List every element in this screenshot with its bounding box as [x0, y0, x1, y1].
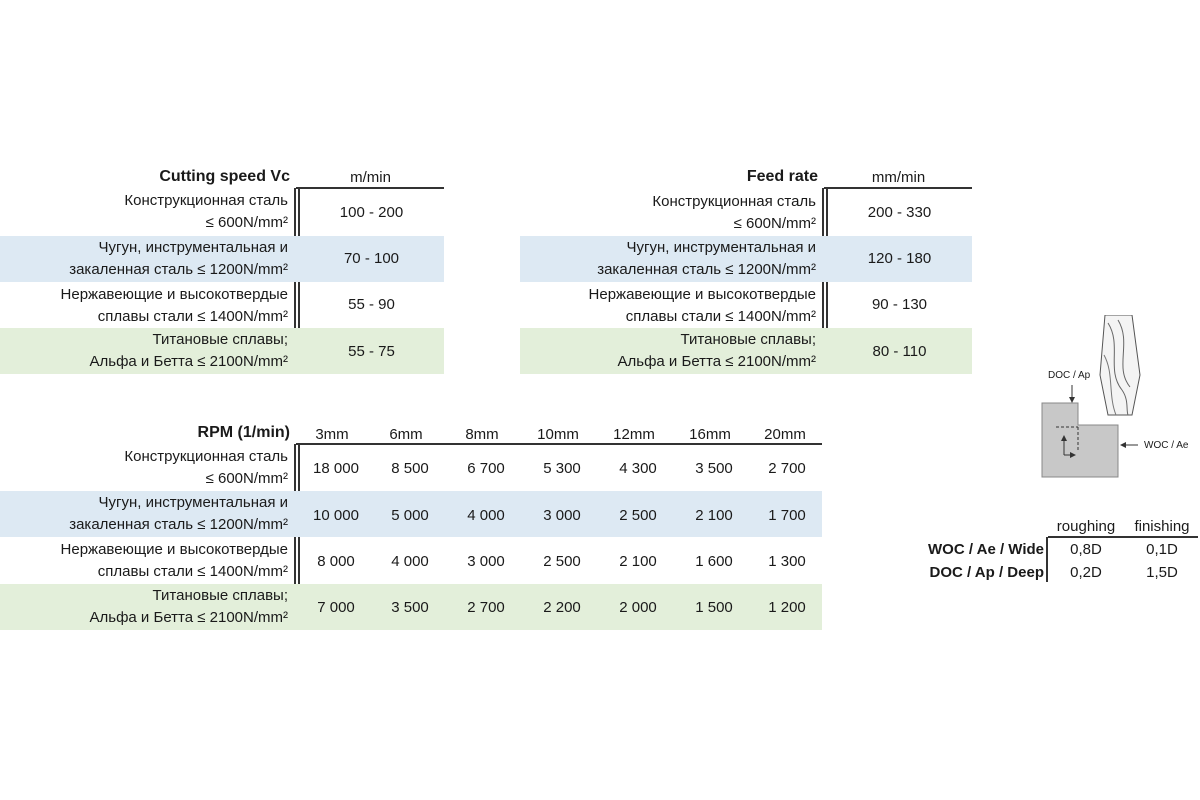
cs-value: 100 - 200: [339, 204, 404, 221]
material-label: Титановые сплавы;: [152, 331, 288, 348]
rpm-cell: 5 000: [391, 506, 429, 524]
rpm-cell: 1 700: [768, 506, 806, 524]
cs-row-4: [0, 329, 294, 373]
fr-value: 80 - 110: [872, 343, 927, 360]
material-limit: закаленная сталь ≤ 1200N/mm²: [69, 516, 288, 533]
rpm-cell: 4 300: [619, 459, 657, 477]
rpm-header-rule: [296, 443, 822, 445]
material-label: Нержавеющие и высокотвердые: [60, 541, 288, 558]
feed-rate-header-rule: [824, 187, 972, 189]
rpm-cell: 2 100: [619, 552, 657, 570]
material-limit: Альфа и Бетта ≤ 2100N/mm²: [89, 609, 288, 626]
rpm-cell: 1 500: [695, 598, 733, 616]
material-limit: Альфа и Бетта ≤ 2100N/mm²: [89, 353, 288, 370]
arrow-down-icon: [1069, 397, 1075, 403]
cut-params-rule: [1048, 536, 1198, 538]
feed-rate-unit: mm/min: [871, 169, 926, 186]
material-label: Титановые сплавы;: [152, 587, 288, 604]
fr-value: 90 - 130: [871, 296, 928, 313]
woc-finishing: 0,1D: [1146, 541, 1178, 558]
cutting-speed-unit: m/min: [350, 169, 391, 186]
material-limit: сплавы стали ≤ 1400N/mm²: [625, 308, 816, 325]
diameter-header: 12mm: [613, 425, 655, 443]
roughing-header: roughing: [1056, 518, 1116, 535]
fr-row-4: [522, 329, 822, 373]
rpm-cell: 2 500: [543, 552, 581, 570]
rpm-cell: 6 700: [467, 459, 505, 477]
rpm-row-2-label: [0, 492, 294, 536]
diameter-header: 20mm: [764, 425, 806, 443]
material-label: Нержавеющие и высокотвердые: [588, 286, 816, 303]
rpm-cell: 3 500: [695, 459, 733, 477]
finishing-header: finishing: [1134, 518, 1190, 535]
material-label: Конструкционная сталь: [652, 193, 816, 210]
material-label: Чугун, инструментальная и: [98, 494, 288, 511]
fr-row-2: [522, 237, 822, 281]
feed-rate-title: Feed rate: [746, 168, 818, 185]
doc-label: DOC / Ap: [1048, 370, 1091, 381]
rpm-cell: 2 100: [695, 506, 733, 524]
material-limit: сплавы стали ≤ 1400N/mm²: [97, 563, 288, 580]
tool-body: [1100, 315, 1140, 415]
rpm-cell: 1 200: [768, 598, 806, 616]
arrow-left-icon: [1120, 442, 1126, 448]
rpm-row-4-label: [0, 585, 294, 629]
rpm-cell: 2 700: [768, 459, 806, 477]
rpm-cell: 2 500: [619, 506, 657, 524]
woc-row-label: WOC / Ae / Wide: [928, 541, 1044, 558]
material-label: Чугун, инструментальная и: [98, 239, 288, 256]
cs-value: 55 - 90: [348, 296, 395, 313]
rpm-cell: 2 000: [619, 598, 657, 616]
material-label: Конструкционная сталь: [124, 192, 288, 209]
rpm-cell: 8 500: [391, 459, 429, 477]
cs-row-2: [0, 237, 294, 281]
rpm-cell: 8 000: [317, 552, 355, 570]
cs-row-3: [0, 284, 294, 328]
rpm-diameter-header: [296, 425, 822, 443]
rpm-cell: 3 000: [467, 552, 505, 570]
cutting-speed-header-rule: [296, 187, 444, 189]
diameter-header: 6mm: [389, 425, 423, 443]
end-mill-diagram: [1030, 315, 1200, 485]
rpm-cell: 4 000: [391, 552, 429, 570]
rpm-cell: 2 200: [543, 598, 581, 616]
rpm-row: [300, 597, 822, 617]
material-label: Чугун, инструментальная и: [626, 239, 816, 256]
rpm-title: RPM (1/min): [197, 424, 290, 441]
rpm-cell: 3 500: [391, 598, 429, 616]
material-limit: Альфа и Бетта ≤ 2100N/mm²: [617, 353, 816, 370]
cs-value: 70 - 100: [343, 250, 400, 267]
rpm-row: [300, 551, 822, 571]
rpm-cell: 18 000: [313, 459, 359, 477]
rpm-cell: 3 000: [543, 506, 581, 524]
cs-row-1: [0, 190, 294, 235]
rpm-cell: 7 000: [317, 598, 355, 616]
cutting-speed-title: Cutting speed Vc: [159, 168, 290, 185]
rpm-cell: 1 300: [768, 552, 806, 570]
rpm-cell: 5 300: [543, 459, 581, 477]
material-limit: сплавы стали ≤ 1400N/mm²: [97, 308, 288, 325]
rpm-row: [300, 505, 822, 525]
material-limit: закаленная сталь ≤ 1200N/mm²: [69, 261, 288, 278]
woc-roughing: 0,8D: [1070, 541, 1102, 558]
cs-value: 55 - 75: [348, 343, 395, 360]
material-limit: закаленная сталь ≤ 1200N/mm²: [597, 261, 816, 278]
material-label: Нержавеющие и высокотвердые: [60, 286, 288, 303]
end-mill-drawing: [1030, 315, 1200, 485]
doc-row-label: DOC / Ap / Deep: [929, 564, 1044, 581]
diameter-header: 10mm: [537, 425, 579, 443]
material-limit: ≤ 600N/mm²: [205, 214, 288, 231]
rpm-cell: 2 700: [467, 598, 505, 616]
rpm-cell: 10 000: [313, 506, 359, 524]
fr-row-3: [522, 284, 822, 328]
material-label: Конструкционная сталь: [124, 448, 288, 465]
diameter-header: 3mm: [315, 425, 349, 443]
cut-params-divider: [1046, 537, 1048, 582]
rpm-row-3-label: [0, 539, 294, 583]
fr-value: 120 - 180: [867, 250, 932, 267]
rpm-cell: 1 600: [695, 552, 733, 570]
rpm-row: [300, 458, 822, 478]
rpm-cell: 4 000: [467, 506, 505, 524]
doc-roughing: 0,2D: [1070, 564, 1102, 581]
material-limit: ≤ 600N/mm²: [205, 470, 288, 487]
diameter-header: 8mm: [465, 425, 499, 443]
rpm-row-1-label: [0, 446, 294, 490]
material-label: Титановые сплавы;: [680, 331, 816, 348]
woc-label: WOC / Ae: [1144, 440, 1189, 451]
fr-value: 200 - 330: [867, 204, 932, 221]
workpiece-shape: [1042, 403, 1118, 477]
doc-finishing: 1,5D: [1146, 564, 1178, 581]
fr-row-1: [522, 191, 822, 235]
material-limit: ≤ 600N/mm²: [733, 215, 816, 232]
diameter-header: 16mm: [689, 425, 731, 443]
